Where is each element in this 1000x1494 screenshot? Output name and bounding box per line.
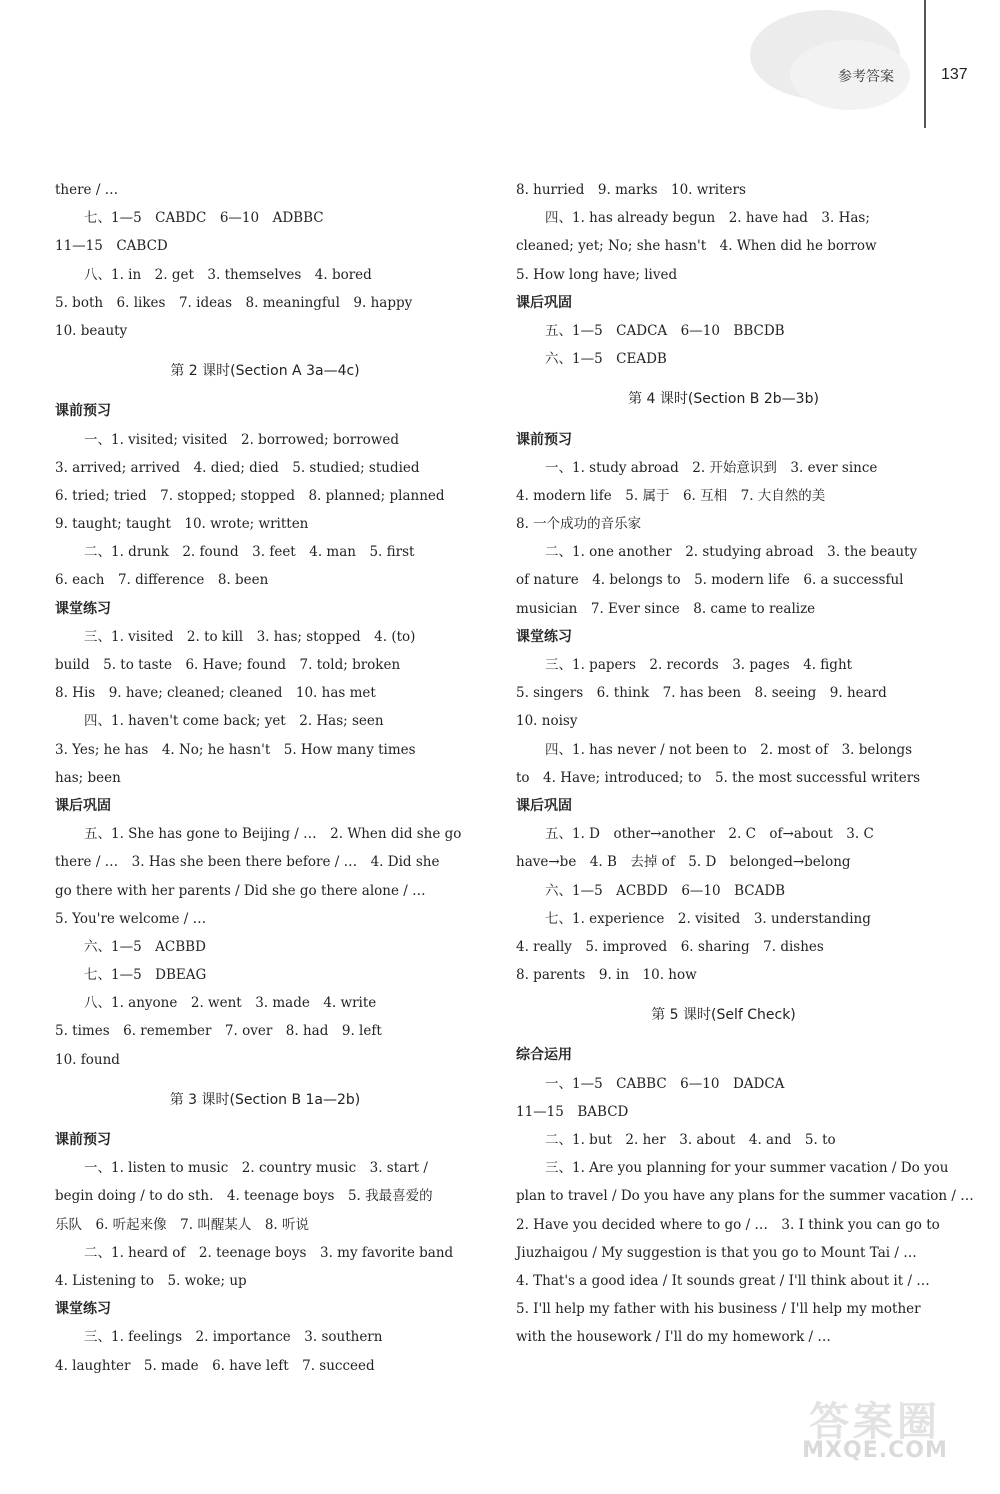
answer-line: 一、1. visited; visited 2. borrowed; borrowed <box>84 431 399 448</box>
answer-line: 五、1—5 CADCA 6—10 BBCDB <box>545 322 785 339</box>
sub-heading: 综合运用 <box>516 1047 572 1064</box>
answer-line: 一、1. study abroad 2. 开始意识到 3. ever since <box>545 459 878 476</box>
section-title: 第 2 课时(Section A 3a—4c) <box>170 363 360 380</box>
answer-line: 6. each 7. difference 8. been <box>55 572 269 589</box>
answer-line: there / … <box>55 182 119 198</box>
answer-line: 一、1—5 CABBC 6—10 DADCA <box>545 1075 785 1092</box>
answer-line: 八、1. anyone 2. went 3. made 4. write <box>84 995 377 1012</box>
answer-line: 四、1. haven't come back; yet 2. Has; seen <box>84 713 384 730</box>
answer-line: 10. beauty <box>55 322 128 339</box>
answer-line: 二、1. heard of 2. teenage boys 3. my favorite band <box>84 1244 454 1261</box>
header-label: 参考答案 <box>838 69 894 85</box>
answer-line: musician 7. Ever since 8. came to realize <box>516 600 816 617</box>
answer-line: 2. Have you decided where to go / … 3. I think you can go to <box>516 1216 940 1233</box>
answer-line: Jiuzhaigou / My suggestion is that you go to Mount Tai / … <box>516 1244 917 1261</box>
sub-heading: 课堂练习 <box>55 600 111 617</box>
answer-line: 五、1. She has gone to Beijing / … 2. When did she go <box>84 826 462 843</box>
sub-heading: 课前预习 <box>55 1132 111 1148</box>
answer-line: 11—15 CABCD <box>55 238 168 255</box>
answer-line: cleaned; yet; No; she hasn't 4. When did he borrow <box>516 238 877 255</box>
answer-line: 5. singers 6. think 7. has been 8. seeing 9. heard <box>516 685 887 702</box>
answer-line: to 4. Have; introduced; to 5. the most successful writers <box>516 769 921 786</box>
answer-line: 六、1—5 ACBBD <box>84 938 206 955</box>
answer-line: 10. noisy <box>516 713 578 730</box>
answer-line: 8. parents 9. in 10. how <box>516 967 697 984</box>
answer-line: 6. tried; tried 7. stopped; stopped 8. planned; planned <box>55 487 445 504</box>
answer-line: 六、1—5 ACBDD 6—10 BCADB <box>545 882 786 899</box>
answer-line: begin doing / to do sth. 4. teenage boys 5. 我最喜爱的 <box>55 1188 433 1205</box>
answer-line: 4. Listening to 5. woke; up <box>55 1272 247 1289</box>
answer-line: 四、1. has already begun 2. have had 3. Has; <box>545 210 870 227</box>
answer-line: build 5. to taste 6. Have; found 7. told; broken <box>55 657 401 673</box>
answer-line: 4. That's a good idea / It sounds great / I'll think about it / … <box>516 1272 930 1289</box>
answer-line: 8. His 9. have; cleaned; cleaned 10. has met <box>55 685 376 702</box>
answer-line: 三、1. Are you planning for your summer vacation / Do you <box>545 1160 949 1177</box>
sub-heading: 课堂练习 <box>55 1301 111 1318</box>
header-divider <box>924 0 926 128</box>
answer-line: 一、1. listen to music 2. country music 3. start / <box>84 1160 428 1177</box>
answer-line: 8. 一个成功的音乐家 <box>516 516 642 533</box>
answer-line: 8. hurried 9. marks 10. writers <box>516 182 746 198</box>
answer-line: 5. times 6. remember 7. over 8. had 9. left <box>55 1023 382 1040</box>
answer-line: 3. arrived; arrived 4. died; died 5. studied; studied <box>55 459 420 476</box>
section-title: 第 3 课时(Section B 1a—2b) <box>169 1091 361 1108</box>
sub-heading: 课后巩固 <box>516 797 572 814</box>
answer-line: has; been <box>55 769 121 786</box>
page-number: 137 <box>941 66 968 83</box>
answer-line: 乐队 6. 听起来像 7. 叫醒某人 8. 听说 <box>55 1216 310 1233</box>
answer-line: 七、1—5 DBEAG <box>84 967 207 984</box>
sub-heading: 课前预习 <box>55 403 111 420</box>
answer-line: 4. laughter 5. made 6. have left 7. succeed <box>55 1357 375 1374</box>
answer-line: 二、1. one another 2. studying abroad 3. the beauty <box>545 544 918 561</box>
answer-line: with the housework / I'll do my homework / … <box>516 1329 831 1346</box>
answer-line: 9. taught; taught 10. wrote; written <box>55 516 309 533</box>
answer-line: 4. really 5. improved 6. sharing 7. dishes <box>516 938 824 955</box>
right-column <box>516 176 974 1352</box>
header-decoration <box>730 0 925 125</box>
answer-line: go there with her parents / Did she go there alone / … <box>55 882 426 899</box>
answer-line: 三、1. papers 2. records 3. pages 4. fight <box>545 657 853 673</box>
answer-line: 五、1. D other→another 2. C of→about 3. C <box>545 826 874 843</box>
answer-line: 三、1. feelings 2. importance 3. southern <box>84 1329 383 1346</box>
watermark-logo <box>780 1390 970 1470</box>
answer-line: 六、1—5 CEADB <box>545 351 667 368</box>
answer-line: 11—15 BABCD <box>516 1103 629 1120</box>
answer-line: 5. You're welcome / … <box>55 910 207 927</box>
answer-line: 4. modern life 5. 属于 6. 互相 7. 大自然的美 <box>516 487 826 504</box>
sub-heading: 课后巩固 <box>55 797 111 814</box>
answer-line: plan to travel / Do you have any plans for the summer vacation / … <box>516 1188 974 1205</box>
sub-heading: 课堂练习 <box>516 628 572 645</box>
answer-line: 八、1. in 2. get 3. themselves 4. bored <box>84 266 372 283</box>
sub-heading: 课后巩固 <box>516 294 572 311</box>
answer-line: 二、1. drunk 2. found 3. feet 4. man 5. first <box>84 544 415 561</box>
answer-line: 七、1—5 CABDC 6—10 ADBBC <box>84 210 324 227</box>
answer-line: there / … 3. Has she been there before / … 4. Did she <box>55 854 440 871</box>
watermark-url: MXQE.COM <box>802 1438 948 1463</box>
answer-line: 七、1. experience 2. visited 3. understanding <box>545 910 871 927</box>
answer-line: 三、1. visited 2. to kill 3. has; stopped 4. (to) <box>84 628 416 645</box>
answer-line: 3. Yes; he has 4. No; he hasn't 5. How many times <box>55 741 416 758</box>
answer-line: 5. both 6. likes 7. ideas 8. meaningful 9. happy <box>55 294 413 311</box>
section-title: 第 4 课时(Section B 2b—3b) <box>628 391 819 408</box>
section-title: 第 5 课时(Self Check) <box>651 1007 796 1024</box>
answer-line: of nature 4. belongs to 5. modern life 6. a successful <box>516 572 904 589</box>
answer-line: 5. How long have; lived <box>516 266 678 283</box>
left-column <box>55 176 475 1380</box>
watermark-text: 答案圈 <box>809 1399 941 1445</box>
sub-heading: 课前预习 <box>516 431 572 448</box>
answer-line: 10. found <box>55 1051 120 1068</box>
answer-line: 5. I'll help my father with his business / I'll help my mother <box>516 1301 921 1318</box>
answer-line: have→be 4. B 去掉 of 5. D belonged→belong <box>516 854 851 871</box>
answer-line: 四、1. has never / not been to 2. most of 3. belongs <box>545 741 913 758</box>
answer-line: 二、1. but 2. her 3. about 4. and 5. to <box>545 1132 836 1148</box>
